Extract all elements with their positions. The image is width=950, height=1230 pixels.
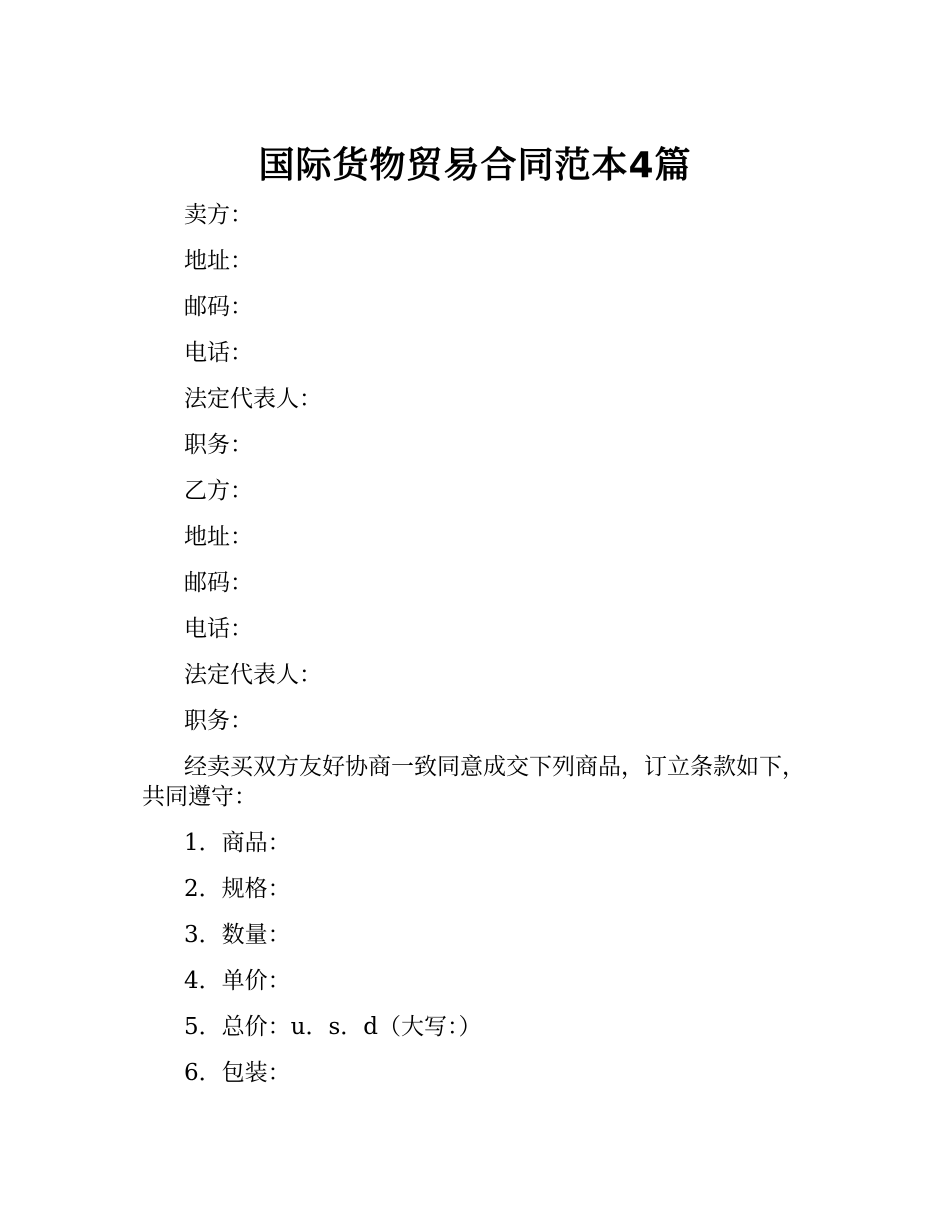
seller-address-label: 地址： (184, 248, 253, 274)
clause-quantity: 3．数量： (184, 922, 291, 948)
seller-phone-label: 电话： (184, 340, 253, 366)
clause-packing: 6．包装： (184, 1060, 291, 1086)
seller-position-label: 职务： (184, 432, 253, 458)
party-b-label: 乙方： (184, 478, 253, 504)
contract-body (142, 200, 812, 1104)
party-b-postcode-label: 邮码： (184, 570, 253, 596)
agreement-intro-paragraph: 经卖买双方友好协商一致同意成交下列商品，订立条款如下，共同遵守： (142, 754, 805, 810)
document-title: 国际货物贸易合同范本4篇 (258, 145, 692, 187)
clause-unit-price: 4．单价： (184, 968, 291, 994)
clause-commodity: 1．商品： (184, 830, 291, 856)
clause-specification: 2．规格： (184, 876, 291, 902)
seller-postcode-label: 邮码： (184, 294, 253, 320)
party-b-address-label: 地址： (184, 524, 253, 550)
party-b-legal-rep-label: 法定代表人： (184, 662, 322, 688)
seller-legal-rep-label: 法定代表人： (184, 386, 322, 412)
seller-label: 卖方： (184, 202, 253, 228)
party-b-phone-label: 电话： (184, 616, 253, 642)
clause-total-price: 5．总价：u．s．d（大写：） (184, 1014, 482, 1040)
party-b-position-label: 职务： (184, 708, 253, 734)
